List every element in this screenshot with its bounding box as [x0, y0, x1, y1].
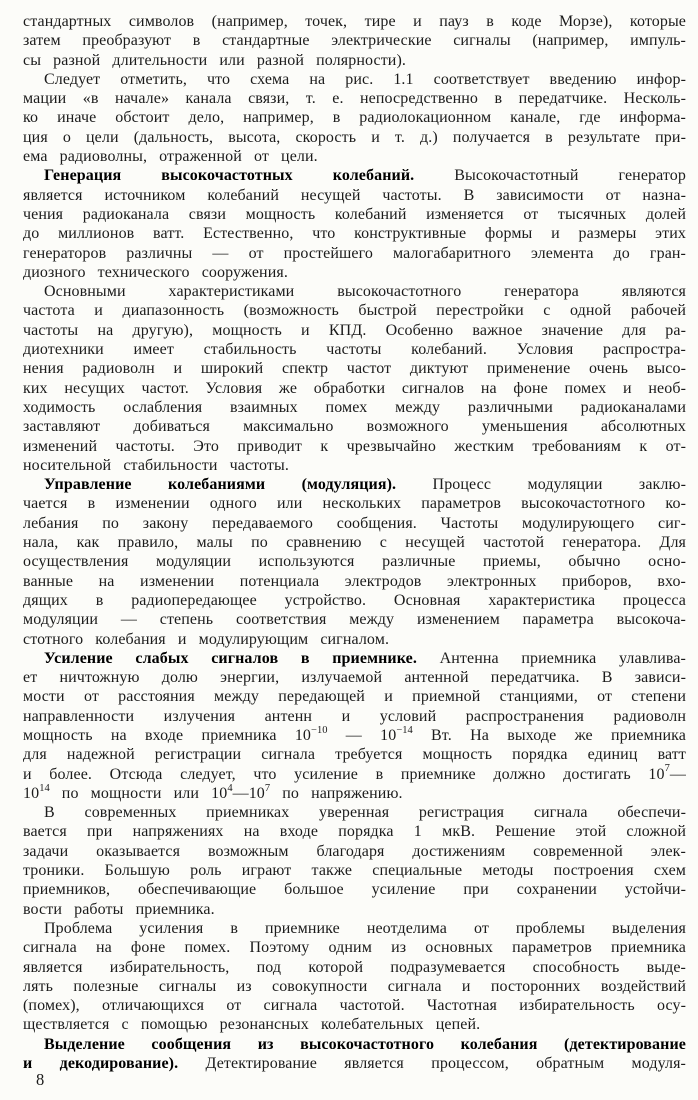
text-run: —10 — [232, 784, 265, 802]
text-block — [23, 12, 686, 1073]
heading-run: и декодирование). — [23, 1055, 179, 1073]
text-run: мощность на входе приемника 10 — [23, 726, 312, 744]
text-line — [23, 765, 686, 784]
text-line — [23, 205, 686, 224]
text-run: лебания по закону передаваемого сообщения. Частоты модулирующего сиг- — [23, 514, 686, 532]
text-run: — 10 — [327, 726, 397, 744]
text-run: приемников, обеспечивающие большое усиление при сохранении устойчи- — [23, 881, 686, 899]
text-run: ходимость ослабления взаимных помех между различными радиоканалами — [23, 398, 686, 416]
text-line — [23, 31, 686, 50]
paragraph — [23, 12, 686, 70]
text-line — [23, 263, 686, 282]
text-line — [23, 340, 686, 359]
text-line — [23, 591, 686, 610]
text-run: по мощности или 10 — [49, 784, 228, 802]
text-line — [23, 475, 686, 494]
text-run: ция о цели (дальность, высота, скорость и т. д.) получается в результате при- — [23, 128, 686, 146]
text-line — [23, 321, 686, 340]
paragraph — [23, 475, 686, 649]
text-run: вается при напряжениях на входе порядка 1 мкВ. Решение этой сложной — [23, 823, 686, 841]
text-run: нала, как правило, малы по сравнению с несущей частотой генератора. Для — [23, 534, 686, 552]
text-line — [23, 494, 686, 513]
text-run: генераторов различны — от простейшего малогабаритного элемента до гран- — [23, 244, 686, 262]
paragraph — [23, 282, 686, 475]
text-line — [23, 552, 686, 571]
text-line — [23, 1035, 686, 1054]
text-run: ко иначе обстоит дело, например, в радиолокационном канале, где информа- — [23, 109, 686, 127]
text-run: носительной стабильности частоты. — [23, 456, 289, 474]
text-run: — — [669, 765, 686, 783]
text-run: мости от расстояния между передающей и приемной станциями, от степени — [23, 688, 686, 706]
superscript: 7 — [264, 782, 271, 794]
text-line — [23, 861, 686, 880]
text-line — [23, 726, 686, 745]
text-line — [23, 687, 686, 706]
page-number: 8 — [36, 1070, 45, 1089]
text-run: 10 — [23, 784, 40, 802]
text-line — [23, 70, 686, 89]
text-line — [23, 398, 686, 417]
text-line — [23, 166, 686, 185]
text-run: Детектирование является процессом, обратным модуля- — [178, 1055, 686, 1073]
text-line — [23, 745, 686, 764]
text-line — [23, 244, 686, 263]
text-line — [23, 842, 686, 861]
text-run: по напряжению. — [270, 784, 403, 802]
text-run: Вт. На выходе же приемника — [412, 726, 687, 744]
text-line — [23, 572, 686, 591]
text-run: является избирательность, под которой подразумевается способность выде- — [23, 958, 686, 976]
text-line — [23, 89, 686, 108]
text-line — [23, 900, 686, 919]
heading-run: Выделение сообщения из высокочастотного колебания (детектирование — [44, 1035, 686, 1053]
text-run: дящих в радиопередающее устройство. Основная характеристика процесса — [23, 591, 686, 609]
text-line — [23, 456, 686, 475]
superscript: −10 — [311, 724, 328, 736]
text-run: чается в изменении одного или нескольких параметров высокочастотного ко- — [23, 495, 686, 513]
text-run: сигнала на фоне помех. Поэтому одним из основных параметров приемника — [23, 939, 686, 957]
text-run: стотного колебания и модулирующим сигналом. — [23, 630, 390, 648]
paragraph — [23, 649, 686, 803]
superscript: −14 — [396, 724, 413, 736]
heading-run: Усиление слабых сигналов в приемнике. — [44, 649, 417, 667]
heading-run: Управление колебаниями (модуляция). — [44, 476, 397, 494]
text-line — [23, 1054, 686, 1073]
paragraph — [23, 803, 686, 919]
text-run: затем преобразуют в стандартные электрические сигналы (например, импуль- — [23, 32, 686, 50]
text-run: является источником колебаний несущей частоты. В зависимости от назна- — [23, 186, 686, 204]
text-run: мации «в начале» канала связи, т. е. непосредственно в передатчике. Несколь- — [23, 90, 686, 108]
text-line — [23, 51, 686, 70]
text-line — [23, 938, 686, 957]
paragraph — [23, 1035, 686, 1074]
text-line — [23, 803, 686, 822]
text-run: Процесс модуляции заклю- — [396, 476, 686, 494]
text-line — [23, 437, 686, 456]
text-run: сы разной длительности или разной полярности). — [23, 51, 406, 69]
text-run: троники. Большую роль играют также специальные методы построения схем — [23, 862, 686, 880]
text-run: заставляют добиваться максимально возможного уменьшения абсолютных — [23, 418, 686, 436]
text-line — [23, 649, 686, 668]
text-run: (помех), отличающихся от сигнала частотой. Частотная избирательность осу- — [23, 997, 686, 1015]
text-line — [23, 610, 686, 629]
text-run: изменений частоты. Это приводит к чрезвычайно жестким требованиям к от- — [23, 437, 686, 455]
text-line — [23, 417, 686, 436]
text-line — [23, 128, 686, 147]
text-run: Антенна приемника улавлива- — [416, 649, 686, 667]
text-line — [23, 359, 686, 378]
text-run: ществляется с помощью резонансных колебательных цепей. — [23, 1016, 481, 1034]
text-line — [23, 282, 686, 301]
text-run: лять полезные сигналы из совокупности сигнала и посторонних воздействий — [23, 977, 686, 995]
text-run: Следует отметить, что схема на рис. 1.1 соответствует введению инфор- — [44, 70, 686, 88]
text-run: осуществления модуляции используются различные приемы, обычно осно- — [23, 553, 686, 571]
text-line — [23, 822, 686, 841]
text-run: до миллионов ватт. Естественно, что конструктивные формы и размеры этих — [23, 225, 686, 243]
text-run: Проблема усиления в приемнике неотделима от проблемы выделения — [44, 919, 686, 937]
text-run: ванные на изменении потенциала электродов электронных приборов, вхо- — [23, 572, 686, 590]
text-run: ет ничтожную долю энергии, излучаемой антенной передатчика. В зависи- — [23, 669, 686, 687]
text-line — [23, 108, 686, 127]
text-line — [23, 919, 686, 938]
text-line — [23, 533, 686, 552]
text-run: модуляции — степень соответствия между изменением параметра высокоча- — [23, 611, 686, 629]
superscript: 7 — [664, 763, 670, 775]
text-run: Высокочастотный генератор — [414, 167, 686, 185]
text-run: вости работы приемника. — [23, 900, 215, 918]
text-run: ких несущих частот. Условия же обработки сигналов на фоне помех и необ- — [23, 379, 686, 397]
text-line — [23, 186, 686, 205]
text-line — [23, 224, 686, 243]
text-line — [23, 668, 686, 687]
text-line — [23, 707, 686, 726]
heading-run: Генерация высокочастотных колебаний. — [44, 167, 415, 185]
text-run: направленности излучения антенн и условий распространения радиоволн — [23, 707, 686, 725]
text-run: диотехники имеет стабильность частоты колебаний. Условия распростра- — [23, 341, 686, 359]
text-line — [23, 784, 686, 803]
text-line — [23, 1015, 686, 1034]
text-run: и более. Отсюда следует, что усиление в приемнике должно достигать 10 — [23, 765, 665, 783]
text-line — [23, 379, 686, 398]
text-run: чения радиоканала связи мощность колебаний изменяется от тысячных долей — [23, 205, 686, 223]
text-line — [23, 514, 686, 533]
superscript: 4 — [227, 782, 233, 794]
text-run: ема радиоволны, отраженной от цели. — [23, 148, 318, 166]
text-run: стандартных символов (например, точек, тире и пауз в коде Морзе), которые — [23, 13, 686, 30]
text-run: частоты на другую), мощность и КПД. Особенно важное значение для ра- — [23, 321, 686, 339]
paragraph — [23, 919, 686, 1035]
superscript: 14 — [39, 782, 50, 794]
text-run: нения радиоволн и широкий спектр частот диктуют применение очень высо- — [23, 360, 686, 378]
paragraph — [23, 70, 686, 166]
text-run: задачи оказывается возможным благодаря достижениям современной элек- — [23, 842, 686, 860]
text-line — [23, 880, 686, 899]
text-line — [23, 958, 686, 977]
text-run: частота и диапазонность (возможность быстрой перестройки с одной рабочей — [23, 302, 686, 320]
text-line — [23, 147, 686, 166]
text-run: В современных приемниках уверенная регистрация сигнала обеспечи- — [44, 804, 686, 822]
text-run: для надежной регистрации сигнала требуется мощность порядка единиц ватт — [23, 746, 686, 764]
text-line — [23, 12, 686, 31]
text-line — [23, 630, 686, 649]
text-run: Основными характеристиками высокочастотного генератора являются — [44, 283, 686, 301]
text-line — [23, 977, 686, 996]
paragraph — [23, 166, 686, 282]
text-run: диозного технического сооружения. — [23, 263, 288, 281]
text-line — [23, 301, 686, 320]
text-line — [23, 996, 686, 1015]
